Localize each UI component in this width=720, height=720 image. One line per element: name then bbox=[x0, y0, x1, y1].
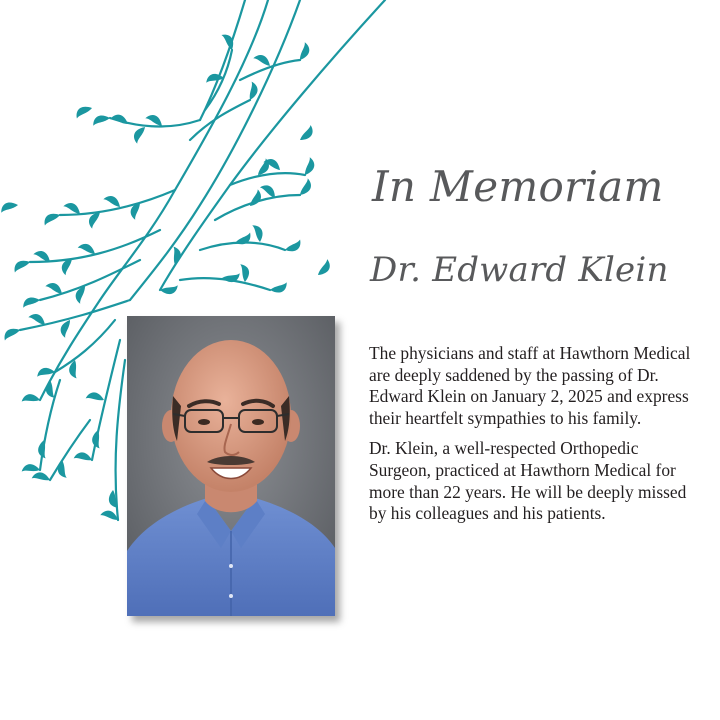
portrait-photo bbox=[127, 316, 335, 616]
message-paragraph-1: The physicians and staff at Hawthorn Medical are deeply saddened by the passing of Dr. Edward Klein on January 2, 2025 and express their heartfelt sympathies to his family. bbox=[369, 343, 691, 428]
honoree-name: Dr. Edward Klein bbox=[370, 250, 669, 290]
memorial-message bbox=[369, 343, 704, 525]
page-title: In Memoriam bbox=[372, 162, 664, 211]
message-paragraph-2: Dr. Klein, a well-respected Orthopedic Surgeon, practiced at Hawthorn Medical for more than 22 years. He will be deeply missed by his colleagues and his patients. bbox=[369, 438, 687, 524]
